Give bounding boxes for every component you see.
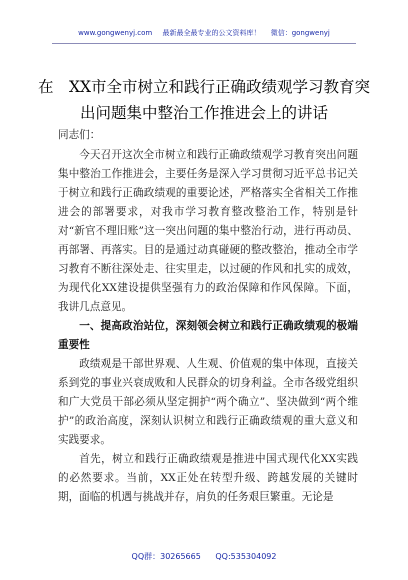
- header-slogan: 最新最全最专业的公文资料库！: [162, 29, 261, 37]
- document-title: 在 XX市全市树立和践行正确政绩观学习教育突出问题集中整治工作推进会上的讲话: [37, 78, 371, 122]
- footer-qq-group: QQ群：30265665: [131, 552, 201, 561]
- header-divider: [52, 43, 356, 44]
- header-bar: [0, 28, 408, 38]
- salutation: 同志们：: [58, 129, 101, 141]
- header-website-link[interactable]: www.gongwenyj.com: [78, 29, 153, 37]
- header-wechat: 微信：gongwenyj: [270, 29, 330, 37]
- body-paragraph: 政绩观是干部世界观、人生观、价值观的集中体现，直接关系到党的事业兴衰成败和人民群众的切身利益。全市各级党组织和广大党员干部必须从坚定拥护“两个确立”、坚决做到“两个维护”的政治高度，深刻认识树立和践行正确政绩观的重大意义和实践要求。: [58, 358, 358, 446]
- footer-qq: QQ:535304092: [215, 552, 277, 561]
- body-paragraph: 首先，树立和践行正确政绩观是推进中国式现代化XX实践的必然要求。当前，XX正处在转型升级、跨越发展的关键时期，面临的机遇与挑战并存，肩负的任务艰巨繁重。无论是: [58, 453, 358, 503]
- document-body: [58, 126, 358, 507]
- body-paragraph: 今天召开这次全市树立和践行正确政绩观学习教育突出问题集中整治工作推进会，主要任务是深入学习贯彻习近平总书记关于树立和践行正确政绩观的重要论述，严格落实全省相关工作推进会的部署要求，对我市学习教育整改整治工作，特别是针对“新官不理旧账”这一突出问题的集中整治行动，进行再动员、再部署、再落实。目的是通过动真碰硬的整改整治，推动全市学习教育不断往深处走、往实里走，以过硬的作风和扎实的成效，为现代化XX建设提供坚强有力的政治保障和作风保障。下面，我讲几点意见。: [58, 149, 358, 313]
- section-heading: 一、提高政治站位，深刻领会树立和践行正确政绩观的极端重要性: [58, 320, 358, 351]
- footer-bar: [0, 551, 408, 562]
